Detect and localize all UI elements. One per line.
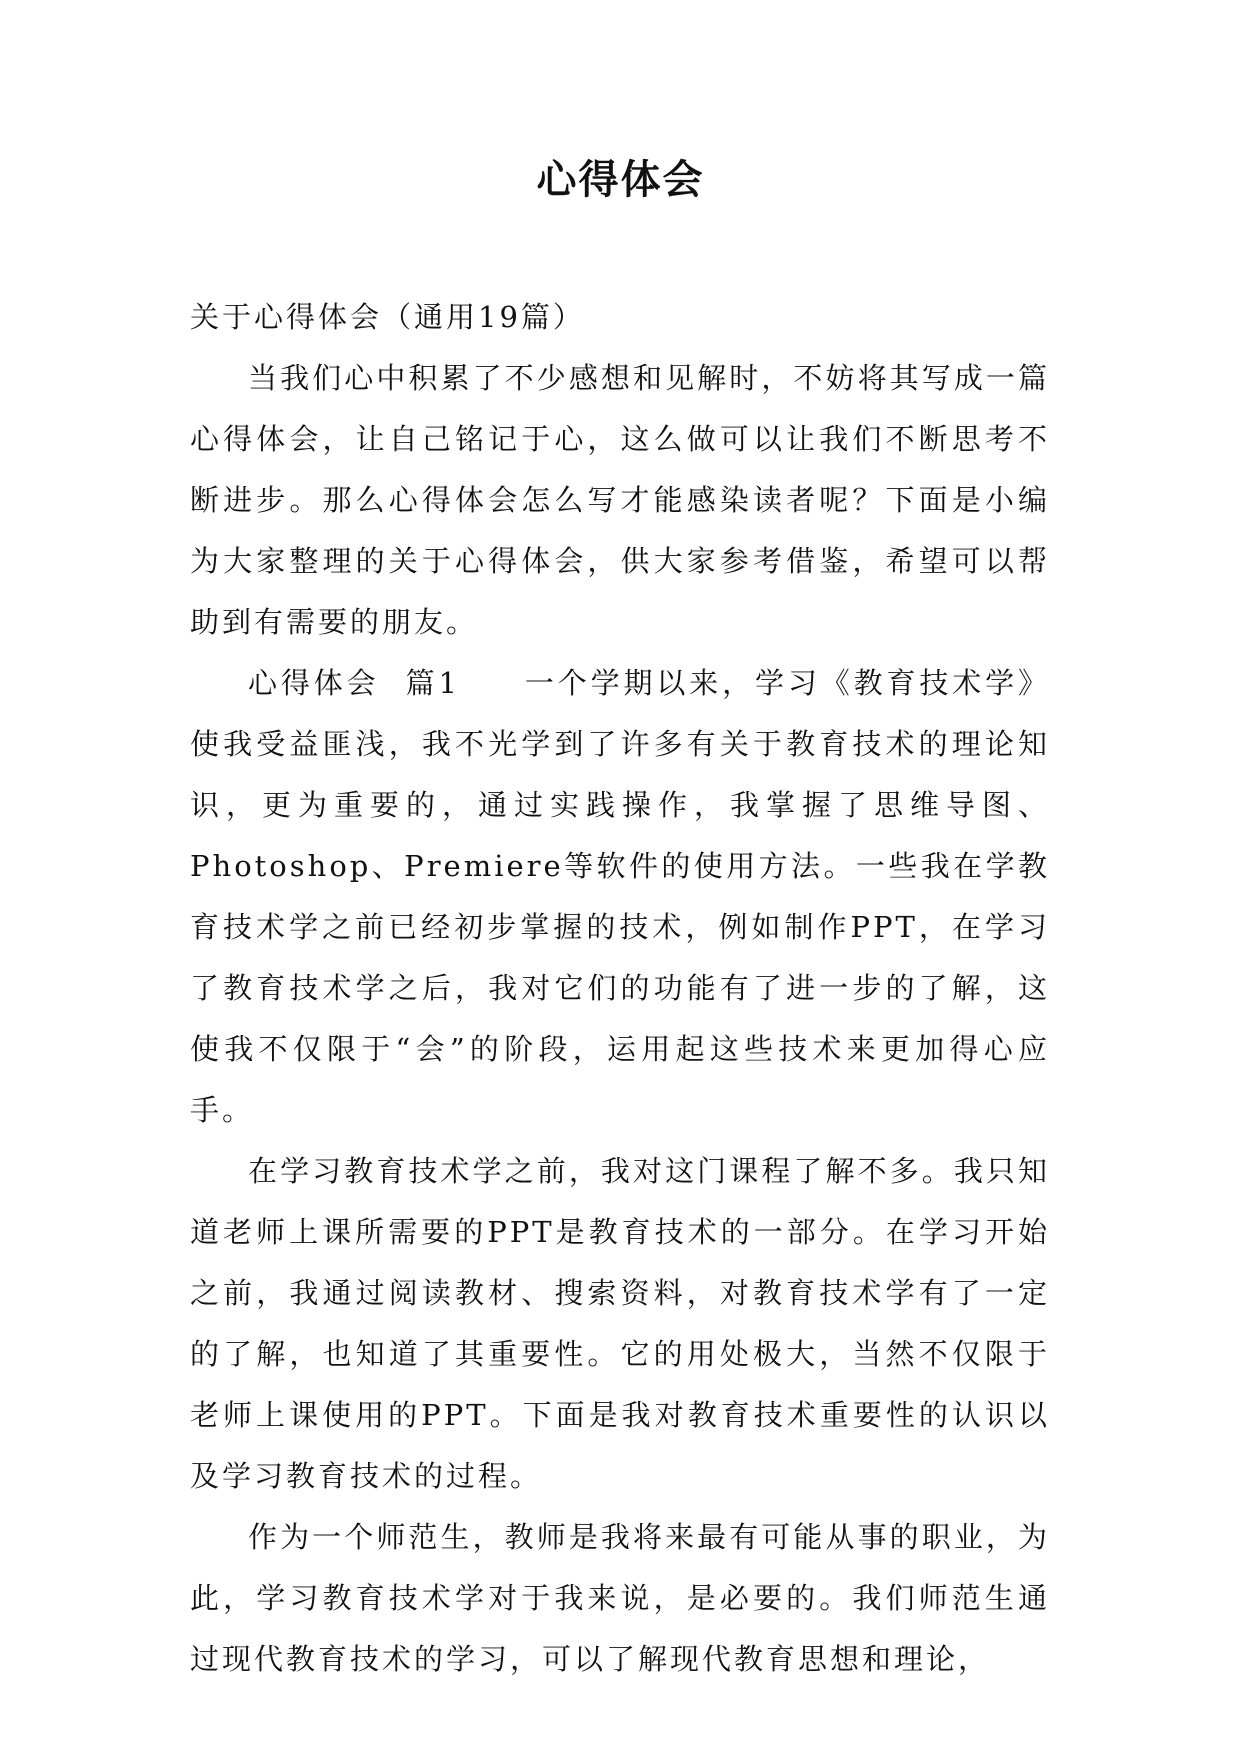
intro-paragraph: 当我们心中积累了不少感想和见解时，不妨将其写成一篇心得体会，让自己铭记于心，这么做可以让我们不断思考不断进步。那么心得体会怎么写才能感染读者呢？下面是小编为大家整理的关于心得体会，供大家参考借鉴，希望可以帮助到有需要的朋友。 [190,361,1050,639]
paragraph-1: 一个学期以来，学习《教育技术学》使我受益匪浅，我不光学到了许多有关于教育技术的理论知识，更为重要的，通过实践操作，我掌握了思维导图、Photoshop、Premiere等软件的使用方法。一些我在学教育技术学之前已经初步掌握的技术，例如制作PPT，在学习了教育技术学之后，我对它们的功能有了进一步的了解，这使我不仅限于“会”的阶段，运用起这些技术来更加得心应手。 [190,666,1050,1127]
paragraph-2: 在学习教育技术学之前，我对这门课程了解不多。我只知道老师上课所需要的PPT是教育技术的一部分。在学习开始之前，我通过阅读教材、搜索资料，对教育技术学有了一定的了解，也知道了其重要性。它的用处极大，当然不仅限于老师上课使用的PPT。下面是我对教育技术重要性的认识以及学习教育技术的过程。 [190,1154,1050,1493]
section-1-paragraph [190,653,1050,1141]
document-title: 心得体会 [536,157,705,203]
document-subtitle: 关于心得体会（通用19篇） [190,300,585,334]
document-body [190,287,1050,1690]
paragraph-3: 作为一个师范生，教师是我将来最有可能从事的职业，为此，学习教育技术学对于我来说，是必要的。我们师范生通过现代教育技术的学习，可以了解现代教育思想和理论， [190,1520,1050,1676]
section-heading: 心得体会 篇1 [248,666,461,700]
